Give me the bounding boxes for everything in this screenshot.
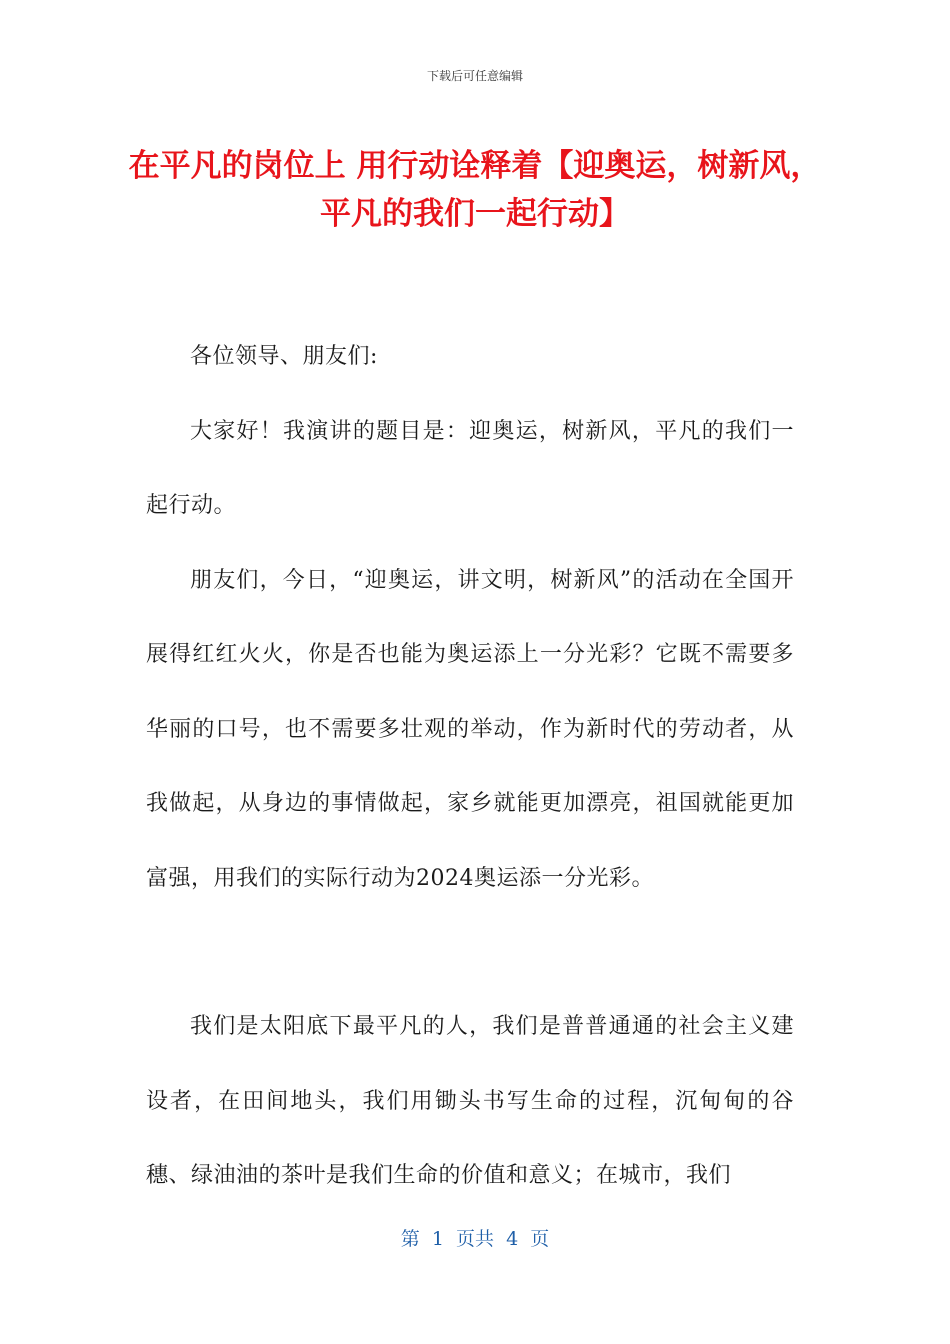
paragraph-greeting: 各位领导、朋友们: xyxy=(190,344,378,369)
header-note: 下载后可任意编辑 xyxy=(426,69,523,83)
paragraph-intro: 大家好！我演讲的题目是：迎奥运，树新风，平凡的我们一起行动。 xyxy=(146,418,794,518)
paragraph-gap xyxy=(146,916,794,990)
paragraph-activity: 朋友们，今日，“迎奥运，讲文明，树新风”的活动在全国开展得红红火火，你是否也能为奥运添上一分光彩？它既不需要多华丽的口号，也不需要多壮观的举动，作为新时代的劳动者，从我做起，从身边的事情做起，家乡就能更加漂亮，祖国就能更加富强，用我们的实际行动为2024奥运添一分光彩。 xyxy=(146,567,794,891)
document-title: 在平凡的岗位上 用行动诠释着【迎奥运，树新风，平凡的我们一起行动】 xyxy=(128,148,822,232)
paragraph-builders: 我们是太阳底下最平凡的人，我们是普普通通的社会主义建设者，在田间地头，我们用锄头书写生命的过程，沉甸甸的谷穗、绿油油的茶叶是我们生命的价值和意义；在城市，我们 xyxy=(146,1014,794,1188)
page-number-footer: 第 1 页共 4 页 xyxy=(400,1228,550,1250)
document-body xyxy=(146,320,794,1214)
